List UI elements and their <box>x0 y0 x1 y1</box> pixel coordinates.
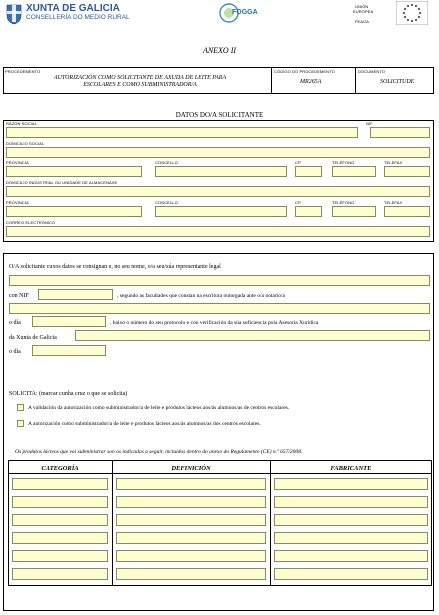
provincia2-label: PROVINCIA <box>6 200 29 205</box>
provincia-field[interactable] <box>6 166 142 177</box>
domicilio-industrial-field[interactable] <box>6 186 430 197</box>
protocol-field[interactable] <box>75 330 430 341</box>
document-type: SOLICITUDE <box>380 79 415 85</box>
product-definicion-field[interactable] <box>116 478 266 490</box>
concello2-field[interactable] <box>155 206 287 217</box>
cp2-label: CP <box>295 200 301 205</box>
telefax2-label: TELEFAX <box>384 200 403 205</box>
product-fabricante-field[interactable] <box>274 532 428 544</box>
applicant-section-title: DATOS DO/A SOLICITANTE <box>175 111 264 119</box>
eu-label-line3: FEAGA <box>355 19 370 24</box>
product-definicion-field[interactable] <box>116 514 266 526</box>
fogga-logo-text: FOGGA <box>232 9 258 16</box>
representative-nif-field[interactable] <box>38 289 113 300</box>
o-dia2-label: o día <box>9 349 21 355</box>
document-label: DOCUMENTO <box>358 69 386 74</box>
eu-label-line2: EUROPEA <box>353 9 374 14</box>
product-definicion-field[interactable] <box>116 568 266 580</box>
notary-field[interactable] <box>9 303 430 314</box>
product-fabricante-field[interactable] <box>274 550 428 562</box>
concello-field[interactable] <box>155 166 287 177</box>
nif-label: NIF <box>366 121 373 126</box>
correo-label: CORREO ELECTRÓNICO <box>6 220 56 225</box>
header-fabricante: FABRICANTE <box>330 465 372 472</box>
domicilio-label: DOMICILIO SOCIAL <box>6 141 45 146</box>
annex-title: ANEXO II <box>202 46 237 55</box>
telefono2-label: TELÉFONO <box>332 200 355 205</box>
o-dia-label: o día <box>9 320 21 326</box>
org-department: CONSELLERÍA DO MEDIO RURAL <box>26 14 130 21</box>
domicilio-industrial-label: DOMICILIO INDUSTRIAL OU UNIDADE DE ALMACENAXE <box>6 180 118 185</box>
product-fabricante-field[interactable] <box>274 568 428 580</box>
product-definicion-field[interactable] <box>116 496 266 508</box>
da-xunta-label: da Xunta de Galicia <box>9 335 57 341</box>
cp-field[interactable] <box>295 166 322 177</box>
representative-name-field[interactable] <box>9 275 430 286</box>
declaration-line1: O/A solicitante cuxos datos se consignan e, no seu nome, o/a seu/súa representante legal <box>9 264 221 270</box>
procedure-title-line2: ESCOLARES E COMO SUBMINISTRADOR/A <box>83 82 197 88</box>
telefono-field[interactable] <box>332 166 376 177</box>
product-categoria-field[interactable] <box>12 496 108 508</box>
procedure-code-label: CÓDIGO DO PROCEDEMENTO <box>274 69 335 74</box>
telefax-label: TELEFAX <box>384 160 403 165</box>
xunta-logo-icon <box>6 3 22 25</box>
eu-label-line1: UNIÓN <box>355 4 369 9</box>
verification-date-field[interactable] <box>32 345 106 356</box>
telefax-field[interactable] <box>384 166 430 177</box>
product-fabricante-field[interactable] <box>274 496 428 508</box>
product-categoria-field[interactable] <box>12 550 108 562</box>
nif-field[interactable] <box>370 127 430 138</box>
product-definicion-field[interactable] <box>116 532 266 544</box>
option1-label: A validación da autorización como subministrador/a de leite e produtos lácteos aos/ás alumnos/as de centros escolares. <box>28 405 290 411</box>
org-name: XUNTA DE GALICIA <box>26 3 120 14</box>
deed-date-field[interactable] <box>32 316 106 327</box>
product-definicion-field[interactable] <box>116 550 266 562</box>
domicilio-field[interactable] <box>6 147 430 158</box>
telefono2-field[interactable] <box>332 206 376 217</box>
telefono-label: TELÉFONO <box>332 160 355 165</box>
concello2-label: CONCELLO <box>155 200 178 205</box>
products-intro: Os produtos lácteos que vai subministrar son os indicados a seguir, incluídos dentro do anexo do Regulamento (CE) n.º 657/2008. <box>15 449 303 455</box>
request-title: SOLICITA: (marcar cunha cruz o que se solicita) <box>9 391 128 397</box>
product-categoria-field[interactable] <box>12 478 108 490</box>
eu-flag-icon <box>396 1 428 25</box>
razon-social-label: RAZÓN SOCIAL <box>6 121 37 126</box>
option2-label: A autorización como subministrador/a de leite e produtos lácteos aos/ás alumnos/as dos centros escolares. <box>28 421 261 427</box>
product-categoria-field[interactable] <box>12 568 108 580</box>
procedure-code: MR265A <box>300 79 322 85</box>
cp-label: CP <box>295 160 301 165</box>
option2-checkbox[interactable] <box>17 420 24 427</box>
cp2-field[interactable] <box>295 206 322 217</box>
option1-checkbox[interactable] <box>17 404 24 411</box>
product-categoria-field[interactable] <box>12 514 108 526</box>
header-categoria: CATEGORÍA <box>41 465 79 472</box>
baixo-text: , baixo o número do seu protocolo e con verificación da súa suficiencia pola Asesoría Xurídica <box>110 320 319 326</box>
con-nif-label: con NIF <box>9 293 29 299</box>
segundo-text: , segundo as facultades que constan na escritura outorgada ante o/a notario/a <box>117 293 285 299</box>
product-fabricante-field[interactable] <box>274 514 428 526</box>
telefax2-field[interactable] <box>384 206 430 217</box>
header-definicion: DEFINICIÓN <box>171 465 211 472</box>
provincia-label: PROVINCIA <box>6 160 29 165</box>
concello-label: CONCELLO <box>155 160 178 165</box>
procedure-title-line1: AUTORIZACIÓN COMO SOLICITANTE DE AXUDA DE LEITE PARA <box>53 75 227 81</box>
product-categoria-field[interactable] <box>12 532 108 544</box>
procedure-label: PROCEDEMENTO <box>5 69 41 74</box>
correo-field[interactable] <box>6 226 430 237</box>
product-fabricante-field[interactable] <box>274 478 428 490</box>
provincia2-field[interactable] <box>6 206 142 217</box>
razon-social-field[interactable] <box>6 127 358 138</box>
